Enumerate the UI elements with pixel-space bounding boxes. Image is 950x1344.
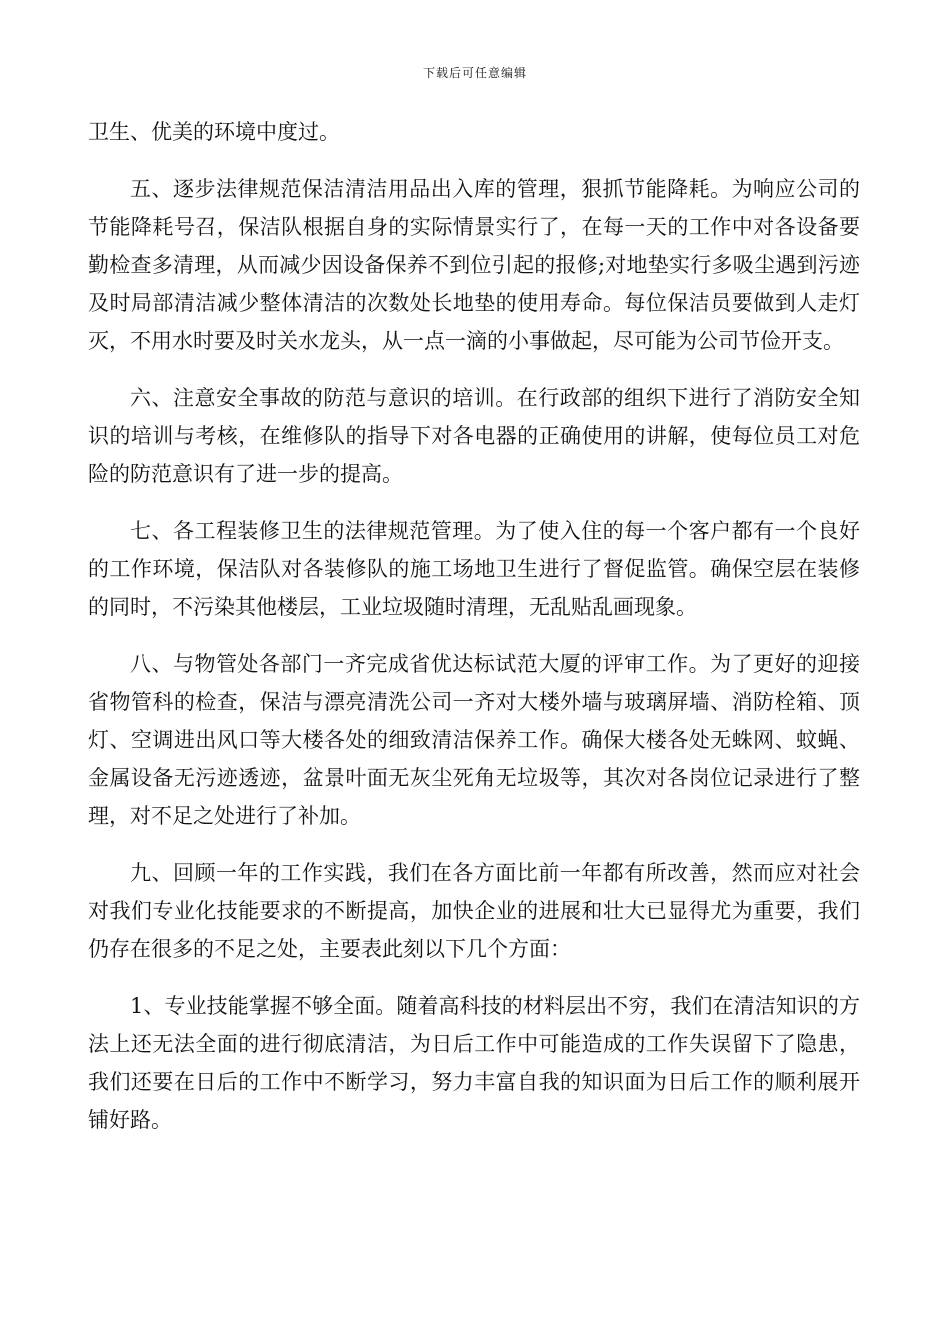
paragraph-section-5: 五、逐步法律规范保洁清洁用品出入库的管理，狠抓节能降耗。为响应公司的节能降耗号召，保洁队根据自身的实际情景实行了，在每一天的工作中对各设备要勤检查多清理，从而减少因设备保养不到位引起的报修;对地垫实行多吸尘遇到污迹及时局部清洁减少整体清洁的次数处长地垫的使用寿命。每位保洁员要做到人走灯灭，不用水时要及时关水龙头，从一点一滴的小事做起，尽可能为公司节俭开支。: [88, 177, 860, 353]
paragraph-section-6: 六、注意安全事故的防范与意识的培训。在行政部的组织下进行了消防安全知识的培训与考核，在维修队的指导下对各电器的正确使用的讲解，使每位员工对危险的防范意识有了进一步的提高。: [88, 386, 860, 486]
paragraph-section-8: 八、与物管处各部门一齐完成省优达标试范大厦的评审工作。为了更好的迎接省物管科的检查，保洁与漂亮清洗公司一齐对大楼外墙与玻璃屏墙、消防栓箱、顶灯、空调进出风口等大楼各处的细致清洁保养工作。确保大楼各处无蛛网、蚊蝇、金属设备无污迹透迹，盆景叶面无灰尘死角无垃圾等，其次对各岗位记录进行了整理，对不足之处进行了补加。: [88, 652, 860, 828]
paragraph-section-9: 九、回顾一年的工作实践，我们在各方面比前一年都有所改善，然而应对社会对我们专业化技能要求的不断提高，加快企业的进展和壮大已显得尤为重要，我们仍存在很多的不足之处，主要表此刻以下几个方面：: [88, 861, 860, 961]
paragraph-continuation: 卫生、优美的环境中度过。: [88, 120, 340, 144]
paragraph-item-1: 1、专业技能掌握不够全面。随着高科技的材料层出不穷，我们在清洁知识的方法上还无法全面的进行彻底清洁，为日后工作中可能造成的工作失误留下了隐患，我们还要在日后的工作中不断学习，努力丰富自我的知识面为日后工作的顺利展开铺好路。: [88, 994, 860, 1132]
document-body: [88, 113, 860, 1158]
page-header: 下载后可任意编辑: [422, 66, 527, 80]
paragraph-section-7: 七、各工程装修卫生的法律规范管理。为了使入住的每一个客户都有一个良好的工作环境，保洁队对各装修队的施工场地卫生进行了督促监管。确保空层在装修的同时，不污染其他楼层，工业垃圾随时清理，无乱贴乱画现象。: [88, 519, 860, 619]
